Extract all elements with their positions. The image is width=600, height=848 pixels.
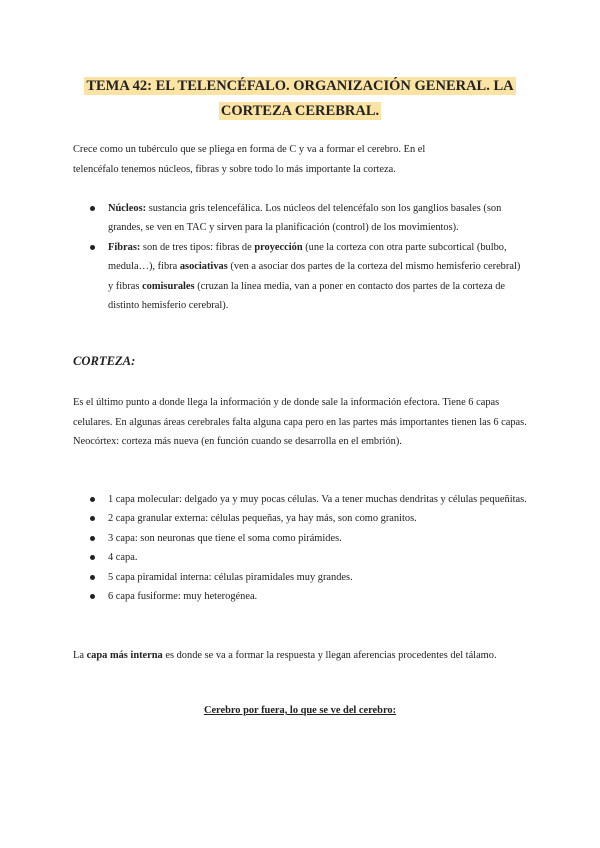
title-line-1: TEMA 42: EL TELENCÉFALO. ORGANIZACIÓN GENERAL. LA <box>86 78 514 94</box>
paragraph-text: es donde se va a formar la respuesta y llegan aferencias procedentes del tálamo. <box>162 650 497 661</box>
section-heading-corteza: CORTEZA: <box>73 354 136 368</box>
comisurales-term: comisurales <box>142 280 195 292</box>
list-item-fibras <box>88 238 528 316</box>
capa-text: 4 capa. <box>108 552 138 564</box>
fibras-text: son de tres tipos: fibras de <box>140 241 255 253</box>
list-item-capa <box>88 568 528 587</box>
proyeccion-term: proyección <box>254 241 303 253</box>
nucleos-text: sustancia gris telencefálica. Los núcleos del telencéfalo son los ganglios basales (son grandes, se ven en TAC y sirven para la planificación (control) de los movimientos). <box>108 203 502 234</box>
bullet-icon <box>90 206 95 211</box>
subheading-cerebro: Cerebro por fuera, lo que se ve del cerebro: <box>203 705 397 716</box>
capa-text: 5 capa piramidal interna: células piramidales muy grandes. <box>108 571 353 583</box>
list-item-nucleos <box>88 199 528 238</box>
list-item-capa <box>88 509 528 528</box>
bullet-icon <box>90 536 95 541</box>
fibras-text: (cruzan la línea media, van a poner en contacto dos partes de la corteza de distinto hemisferio cerebral). <box>108 280 506 312</box>
capa-text: 3 capa: son neuronas que tiene el soma como pirámides. <box>108 532 342 544</box>
intro-line-1: Crece como un tubérculo que se pliega en forma de C y va a formar el cerebro. En el <box>73 144 426 155</box>
list-item-capa <box>88 529 528 548</box>
bullet-icon <box>90 516 95 521</box>
corteza-paragraph: Es el último punto a donde llega la información y de donde sale la información efectora. Tiene 6 capas celulares. En algunas áreas cerebrales falta alguna capa pero en las partes más importantes tienen las 6 capas. Neocórtex: corteza más nueva (en función cuando se desarrolla en el embrión). <box>73 397 527 448</box>
intro-line-2: telencéfalo tenemos núcleos, fibras y sobre todo lo más importante la corteza. <box>73 163 396 175</box>
capa-text: 6 capa fusiforme: muy heterogénea. <box>108 591 258 603</box>
bullet-icon <box>90 497 95 502</box>
structures-list <box>88 199 528 315</box>
list-item-capa <box>88 548 528 567</box>
fibras-text: (une la corteza con otra parte subcortical (bulbo, medula…), fibra <box>108 241 507 273</box>
title-line-2: CORTEZA CEREBRAL. <box>220 103 380 119</box>
capa-interna-paragraph <box>73 646 529 666</box>
bullet-icon <box>90 594 95 599</box>
capa-interna-term: capa más interna <box>86 650 163 661</box>
paragraph-text: La <box>73 650 87 661</box>
intro-paragraph <box>73 140 529 179</box>
fibras-text: (ven a asociar dos partes de la corteza del mismo hemisferio cerebral) y fibras <box>108 261 521 292</box>
nucleos-label: Núcleos: <box>108 203 147 214</box>
page-title <box>60 74 540 124</box>
bullet-icon <box>90 555 95 560</box>
capas-list <box>88 490 528 606</box>
list-item-capa <box>88 490 528 509</box>
fibras-label: Fibras: <box>108 241 141 253</box>
bullet-icon <box>90 245 95 250</box>
capa-text: 2 capa granular externa: células pequeñas, ya hay más, son como granitos. <box>108 513 417 525</box>
asociativas-term: asociativas <box>179 261 228 273</box>
bullet-icon <box>90 575 95 580</box>
capa-text: 1 capa molecular: delgado ya y muy pocas células. Va a tener muchas dendritas y células pequeñitas. <box>108 494 527 505</box>
list-item-capa <box>88 587 528 606</box>
